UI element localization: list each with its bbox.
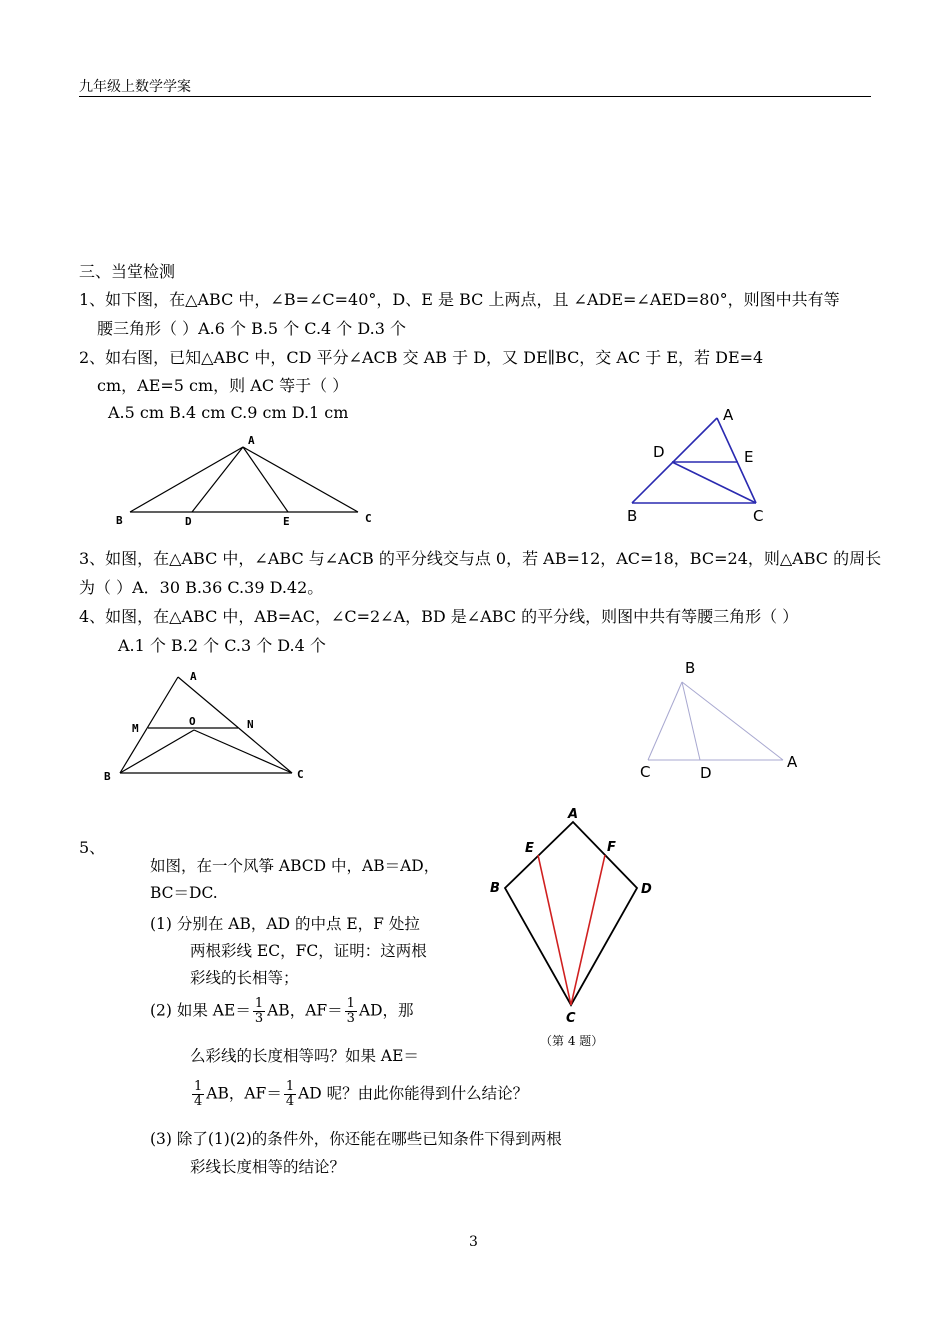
fig5-label-d: D [641, 882, 652, 897]
fig1-label-e: E [283, 515, 290, 528]
fig4-label-b: B [685, 659, 696, 677]
fig5-label-a: A [568, 807, 579, 822]
page-header: 九年级上数学学案 [79, 79, 191, 95]
fig4-label-c: C [640, 763, 651, 781]
fig3-seg-bo [120, 730, 194, 773]
fig2-label-b: B [627, 507, 638, 525]
q5-text-6b: AB，AF＝ [267, 1001, 343, 1020]
fig2-label-c: C [753, 507, 764, 525]
fraction-one-third: $\frac{1}{3}$ [254, 996, 264, 1026]
fig1-label-b: B [116, 514, 123, 527]
fraction-one-third: $\frac{1}{3}$ [346, 996, 355, 1026]
q1-line2: 腰三角形（ ）A.6 个 B.5 个 C.4 个 D.3 个 [97, 319, 406, 338]
fig5-label-f: F [607, 840, 616, 855]
fig3-side-ab [120, 677, 178, 773]
figure-q2 [620, 400, 790, 530]
q5-text-8 [190, 1080, 528, 1109]
fig1-seg-ad [192, 447, 243, 512]
section-title: 三、当堂检测 [79, 262, 176, 281]
q5-number: 5、 [79, 838, 106, 857]
fig3-label-c: C [297, 768, 304, 781]
page-number: 3 [469, 1234, 478, 1250]
q5-text-10: 彩线长度相等的结论？ [190, 1158, 346, 1176]
fig1-label-d: D [185, 515, 192, 528]
fig2-label-d: D [653, 443, 665, 461]
q5-text-4: 两根彩线 EC，FC，证明：这两根 [190, 942, 427, 960]
kite-caption: （第 4 题） [540, 1034, 604, 1048]
fig5-label-e: E [525, 841, 534, 856]
q1-line1: 1、如下图，在△ABC 中，∠B=∠C=40°，D、E 是 BC 上两点，且 ∠ADE=∠AED=80°，则图中共有等 [79, 290, 840, 309]
fig4-side-bc [648, 682, 682, 760]
fraction-one-quarter: $\frac{1}{4}$ [285, 1079, 295, 1109]
fig3-label-b: B [104, 770, 111, 783]
q2-line1: 2、如右图，已知△ABC 中，CD 平分∠ACB 交 AB 于 D，又 DE∥BC，交 AC 于 E，若 DE=4 [79, 348, 764, 367]
q5-text-8b: AD 呢？由此你能得到什么结论？ [298, 1084, 529, 1103]
q5-text-5: 彩线的长相等； [190, 969, 299, 987]
q5-text-6a: (2) 如果 AE＝ [150, 1001, 251, 1020]
fig1-label-a: A [248, 434, 255, 447]
q3-line1: 3、如图，在△ABC 中，∠ABC 与∠ACB 的平分线交与点 0，若 AB=12，AC=18，BC=24，则△ABC 的周长 [79, 549, 882, 568]
q5-text-8a: AB，AF＝ [206, 1084, 282, 1103]
fig5-label-b: B [490, 881, 500, 896]
q5-text-7: 么彩线的长度相等吗？如果 AE＝ [190, 1047, 419, 1065]
q5-text-3: (1) 分别在 AB，AD 的中点 E，F 处拉 [150, 915, 420, 933]
kite-string-fc [571, 855, 605, 1005]
q4-line1: 4、如图，在△ABC 中，AB=AC，∠C=2∠A，BD 是∠ABC 的平分线，则图中共有等腰三角形（ ） [79, 607, 799, 626]
fig1-label-c: C [365, 512, 372, 525]
fig4-label-a: A [787, 753, 798, 771]
fig2-seg-dc [672, 462, 756, 503]
fraction-one-quarter: $\frac{1}{4}$ [194, 1079, 203, 1109]
fig1-side-ac [243, 447, 358, 512]
fig2-side-ab [632, 418, 717, 503]
fig5-label-c: C [566, 1011, 576, 1026]
q5-text-2: BC＝DC. [150, 884, 218, 902]
q5-text-6c: AD，那 [358, 1001, 414, 1020]
figure-kite [485, 800, 665, 1055]
q2-line2: cm，AE=5 cm，则 AC 等于（ ） [97, 376, 349, 395]
q2-options: A.5 cm B.4 cm C.9 cm D.1 cm [108, 403, 349, 422]
fig3-label-o: O [189, 715, 196, 728]
q5-text-6 [150, 997, 414, 1026]
figure-q3 [100, 665, 315, 785]
q3-line2: 为（ ）A．30 B.36 C.39 D.42。 [79, 578, 324, 597]
figure-q4 [630, 655, 810, 785]
q5-text-9: (3) 除了(1)(2)的条件外，你还能在哪些已知条件下得到两根 [150, 1130, 562, 1148]
q4-options: A.1 个 B.2 个 C.3 个 D.4 个 [118, 636, 326, 655]
fig3-label-n: N [247, 718, 254, 731]
fig3-label-a: A [190, 670, 197, 683]
q5-text-1: 如图，在一个风筝 ABCD 中，AB＝AD， [150, 857, 440, 875]
kite-string-ec [538, 855, 571, 1005]
fig4-label-d: D [700, 764, 712, 782]
figure-q1 [110, 430, 380, 530]
fig1-side-ab [130, 447, 243, 512]
fig1-seg-ae [243, 447, 288, 512]
fig2-label-a: A [723, 406, 734, 424]
fig3-seg-co [194, 730, 292, 773]
fig3-label-m: M [132, 722, 139, 735]
fig2-label-e: E [744, 448, 754, 466]
header-rule [79, 96, 871, 97]
